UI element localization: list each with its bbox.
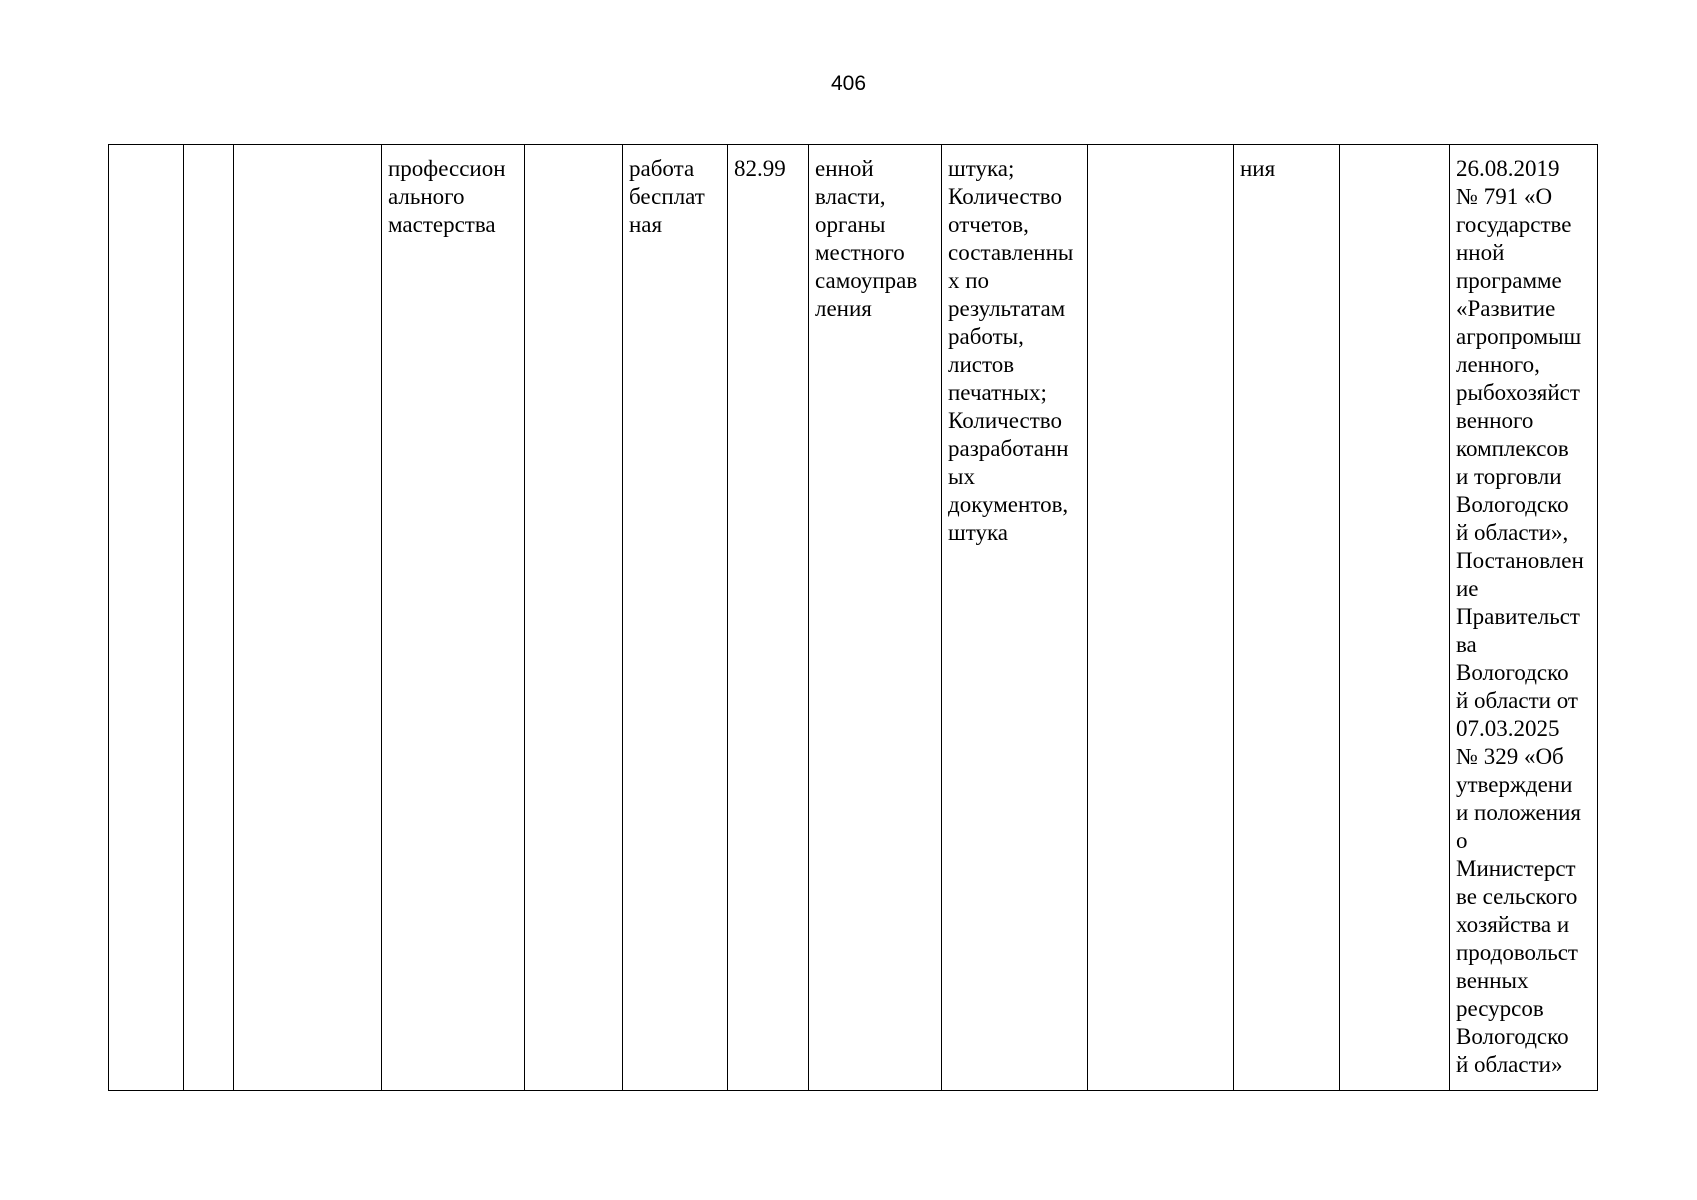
cell-text-line: разработанн	[948, 436, 1069, 461]
cell-text-line: ва	[1456, 632, 1477, 657]
cell-text-line: утверждени	[1456, 772, 1573, 797]
cell-text-line: ления	[815, 296, 872, 321]
cell-text-line: венных	[1456, 968, 1529, 993]
cell-text-line: Вологодско	[1456, 660, 1569, 685]
cell-text-line: агропромыш	[1456, 324, 1582, 349]
cell-text-line: комплексов	[1456, 436, 1569, 461]
cell-text-line: Количество	[948, 408, 1062, 433]
cell-text-line: ния	[1240, 156, 1276, 181]
cell-text-line: работа	[629, 156, 695, 181]
cell-text-line: венного	[1456, 408, 1534, 433]
cell-text-line: Постановлен	[1456, 548, 1584, 573]
cell-text-line: продовольст	[1456, 940, 1578, 965]
cell-text-line: № 329 «Об	[1456, 744, 1564, 769]
cell-text-line: органы	[815, 212, 886, 237]
cell-text-line: составленны	[948, 240, 1074, 265]
table-cell-1	[109, 145, 184, 1091]
cell-text-line: штука;	[948, 156, 1015, 181]
cell-text-line: 07.03.2025	[1456, 716, 1560, 741]
cell-text-line: государстве	[1456, 212, 1572, 237]
cell-text-line: 26.08.2019	[1456, 156, 1560, 181]
cell-text-line: местного	[815, 240, 905, 265]
cell-text-line: власти,	[815, 184, 886, 209]
cell-text-line: ная	[629, 212, 663, 237]
cell-text-line: самоуправ	[815, 268, 918, 293]
cell-text-line: штука	[948, 520, 1008, 545]
cell-text-line: 82.99	[734, 156, 786, 181]
cell-text-line: профессион	[388, 156, 506, 181]
table-cell-6	[623, 145, 728, 1091]
cell-text-line: печатных;	[948, 380, 1047, 405]
cell-text-line: Вологодско	[1456, 492, 1569, 517]
cell-text-line: рыбохозяйст	[1456, 380, 1580, 405]
cell-text-line: й области»,	[1456, 520, 1569, 545]
table-cell-9	[942, 145, 1088, 1091]
cell-text-line: ленного,	[1456, 352, 1540, 377]
cell-text-line: хозяйства и	[1456, 912, 1570, 937]
table-cell-8	[809, 145, 942, 1091]
cell-text-line: х по	[948, 268, 990, 293]
table-cell-7	[728, 145, 809, 1091]
table-row	[109, 145, 1598, 1091]
cell-text-line: Министерст	[1456, 856, 1576, 881]
cell-text-line: листов	[948, 352, 1015, 377]
cell-text-line: енной	[815, 156, 874, 181]
cell-text-line: ального	[388, 184, 465, 209]
cell-text-line: Количество	[948, 184, 1062, 209]
page-number: 406	[830, 72, 867, 95]
cell-text-line: нной	[1456, 240, 1505, 265]
cell-text-line: «Развитие	[1456, 296, 1556, 321]
cell-text-line: ве сельского	[1456, 884, 1578, 909]
table-cell-10	[1088, 145, 1234, 1091]
cell-text-line: ых	[948, 464, 975, 489]
cell-text-line: программе	[1456, 268, 1562, 293]
cell-text-line: результатам	[948, 296, 1066, 321]
cell-text-line: мастерства	[388, 212, 496, 237]
cell-text-line: ресурсов	[1456, 996, 1544, 1021]
cell-text-line: бесплат	[629, 184, 705, 209]
table-cell-3	[234, 145, 382, 1091]
cell-text-line: и торговли	[1456, 464, 1562, 489]
document-table	[108, 144, 1598, 1091]
cell-text-line: о	[1456, 828, 1468, 853]
table-cell-2	[184, 145, 234, 1091]
table-cell-12	[1340, 145, 1450, 1091]
table-cell-13	[1450, 145, 1598, 1091]
table-cell-4	[382, 145, 525, 1091]
cell-text-line: Правительст	[1456, 604, 1580, 629]
cell-text-line: № 791 «О	[1456, 184, 1553, 209]
cell-text-line: работы,	[948, 324, 1024, 349]
cell-text-line: й области»	[1456, 1052, 1563, 1077]
table-cell-11	[1234, 145, 1340, 1091]
cell-text-line: и положения	[1456, 800, 1581, 825]
cell-text-line: ие	[1456, 576, 1479, 601]
cell-text-line: й области от	[1456, 688, 1578, 713]
table-cell-5	[525, 145, 623, 1091]
cell-text-line: Вологодско	[1456, 1024, 1569, 1049]
cell-text-line: отчетов,	[948, 212, 1029, 237]
cell-text-line: документов,	[948, 492, 1069, 517]
